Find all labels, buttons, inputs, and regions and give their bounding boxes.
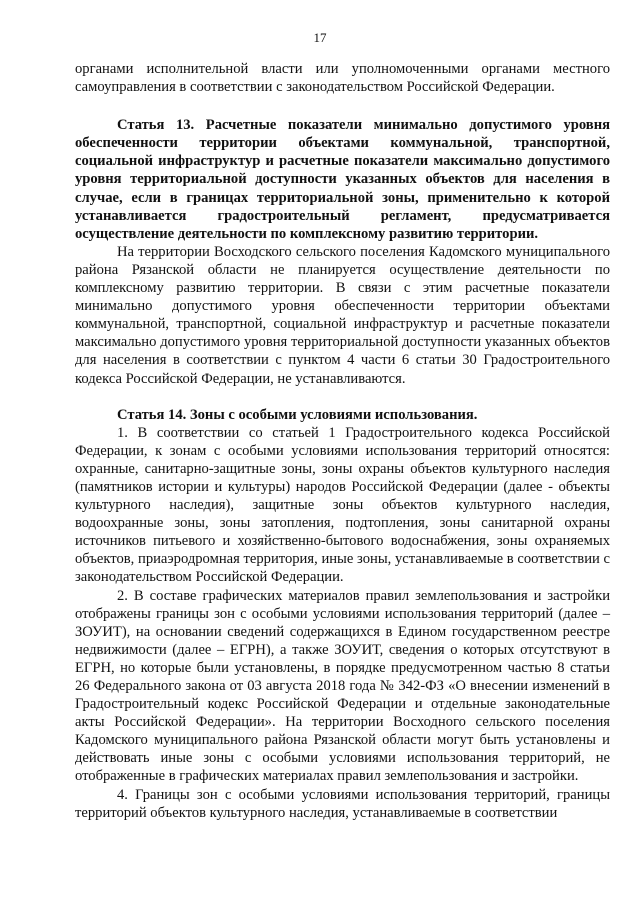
document-body xyxy=(75,60,610,822)
paragraph-continuation: органами исполнительной власти или уполномоченными органами местного самоуправления в соответствии с законодательством Российской Федерации. xyxy=(75,61,610,96)
article-14-heading: Статья 14. Зоны с особыми условиями использования. xyxy=(117,406,478,423)
article-13-text: На территории Восходского сельского поселения Кадомского муниципального района Рязанской области не планируется осуществление деятельности по комплексному развитию территории. В связи с этим расчетные показатели минимально допустимого уровня обеспеченности территории объектами коммунальной, транспортной, социальной инфраструктур и расчетные показатели максимально допустимого уровня территориальной доступности указанных объектов для населения в соответствии с пунктом 4 части 6 статьи 30 Градостроительного кодекса Российской Федерации, не устанавливаются. xyxy=(75,243,610,387)
article-13-heading: Статья 13. Расчетные показатели минимально допустимого уровня обеспеченности территории объектами коммунальной, транспортной, социальной инфраструктур и расчетные показатели максимально допустимого уровня территориальной доступности указанных объектов для населения в случае, если в границах территориальной зоны, применительно к которой устанавливается градостроительный регламент, предусматривается осуществление деятельности по комплексному развитию территории. xyxy=(75,117,610,242)
article-14-point-2: 2. В составе графических материалов правил землепользования и застройки отображены границы зон с особыми условиями использования территорий (далее – ЗОУИТ), на основании сведений содержащихся в Едином государственном реестре недвижимости (далее – ЕГРН), а также ЗОУИТ, сведения о которых отсутствуют в ЕГРН, но которые были установлены, в порядке предусмотренном частью 8 статьи 26 Федерального закона от 03 августа 2018 года № 342-ФЗ «О внесении изменений в Градостроительный кодекс Российской Федерации и отдельные законодательные акты Российской Федерации». На территории Восходного сельского поселения Кадомского муниципального района Рязанской области могут быть установлены и действовать иные зоны с особыми условиями использования территорий, не отображенные в графических материалах правил землепользования и застройки. xyxy=(75,587,610,785)
page-number: 17 xyxy=(313,30,327,45)
article-14-point-4: 4. Границы зон с особыми условиями использования территорий, границы территорий объектов культурного наследия, устанавливаемые в соответствии xyxy=(75,786,610,821)
article-14-point-1: 1. В соответствии со статьей 1 Градостроительного кодекса Российской Федерации, к зонам с особыми условиями использования территорий относятся: охранные, санитарно-защитные зоны, зоны охраны объектов культурного наследия (памятников истории и культуры) народов Российской Федерации (далее - объекты культурного наследия), защитные зоны объектов культурного наследия, водоохранные зоны, зоны затопления, подтопления, зоны санитарной охраны источников питьевого и хозяйственно-бытового водоснабжения, зоны охраняемых объектов, приаэродромная территория, иные зоны, устанавливаемые в соответствии с законодательством Российской Федерации. xyxy=(75,424,610,586)
